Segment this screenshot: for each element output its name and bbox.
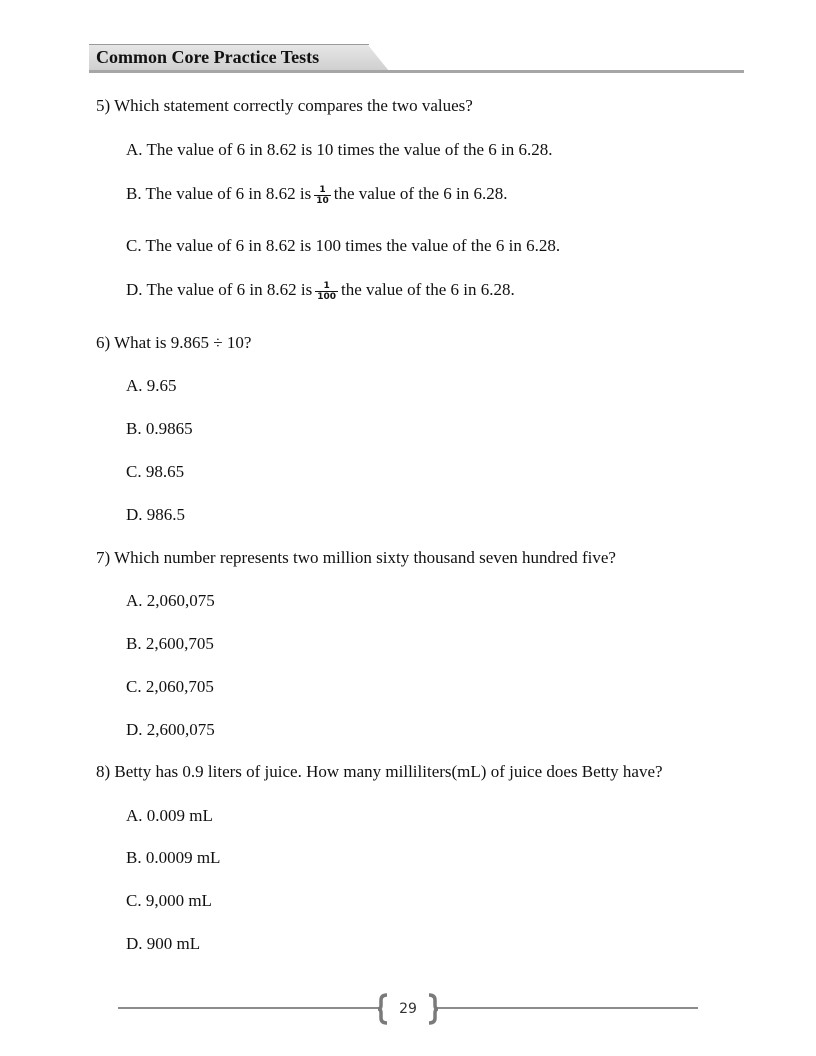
question-7-option-b: B. 2,600,705 — [126, 634, 214, 653]
option-text: B. The value of 6 in 8.62 is — [126, 184, 312, 203]
fraction-numerator: 1 — [314, 185, 331, 196]
fraction-one-tenth — [314, 185, 331, 206]
question-6-option-a: A. 9.65 — [126, 376, 177, 395]
question-8: 8) Betty has 0.9 liters of juice. How many milliliters(mL) of juice does Betty have? — [96, 762, 663, 781]
page-number-box — [378, 993, 438, 1025]
fraction-denominator: 100 — [317, 291, 336, 302]
option-text-cont: the value of the 6 in 6.28. — [340, 280, 515, 299]
question-5-option-c — [126, 236, 560, 256]
question-7-option-d: D. 2,600,075 — [126, 720, 215, 739]
question-6-option-c: C. 98.65 — [126, 462, 185, 481]
question-8-option-a: A. 0.009 mL — [126, 806, 213, 825]
page-number: 29 — [399, 1001, 417, 1017]
question-8-option-c: C. 9,000 mL — [126, 891, 212, 910]
option-text: A. The value of 6 in 8.62 is 10 times the value of the 6 in 6.28. — [126, 140, 553, 159]
footer-rule-right — [436, 1007, 698, 1009]
header-top-rule — [89, 44, 369, 45]
question-6: 6) What is 9.865 ÷ 10? — [96, 333, 252, 352]
question-5-option-a — [126, 140, 553, 160]
fraction-one-hundredth — [315, 281, 338, 302]
fraction-numerator: 1 — [315, 281, 338, 292]
question-8-option-d: D. 900 mL — [126, 934, 201, 953]
question-7-option-a: A. 2,060,075 — [126, 591, 215, 610]
question-8-option-b: B. 0.0009 mL — [126, 848, 221, 867]
fraction-denominator: 10 — [316, 195, 329, 206]
header-rule — [89, 70, 744, 73]
question-5: 5) Which statement correctly compares the two values? — [96, 96, 473, 115]
option-text-cont: the value of the 6 in 6.28. — [333, 184, 508, 203]
question-5-option-b — [126, 184, 508, 206]
page-header-title: Common Core Practice Tests — [96, 47, 320, 67]
question-7: 7) Which number represents two million sixty thousand seven hundred five? — [96, 548, 616, 567]
question-6-option-b: B. 0.9865 — [126, 419, 193, 438]
question-6-option-d: D. 986.5 — [126, 505, 186, 524]
option-text: C. The value of 6 in 8.62 is 100 times the value of the 6 in 6.28. — [126, 236, 561, 255]
option-text: D. The value of 6 in 8.62 is — [126, 280, 313, 299]
question-5-option-d — [126, 280, 515, 302]
footer-rule-left — [118, 1007, 380, 1009]
question-7-option-c: C. 2,060,705 — [126, 677, 214, 696]
